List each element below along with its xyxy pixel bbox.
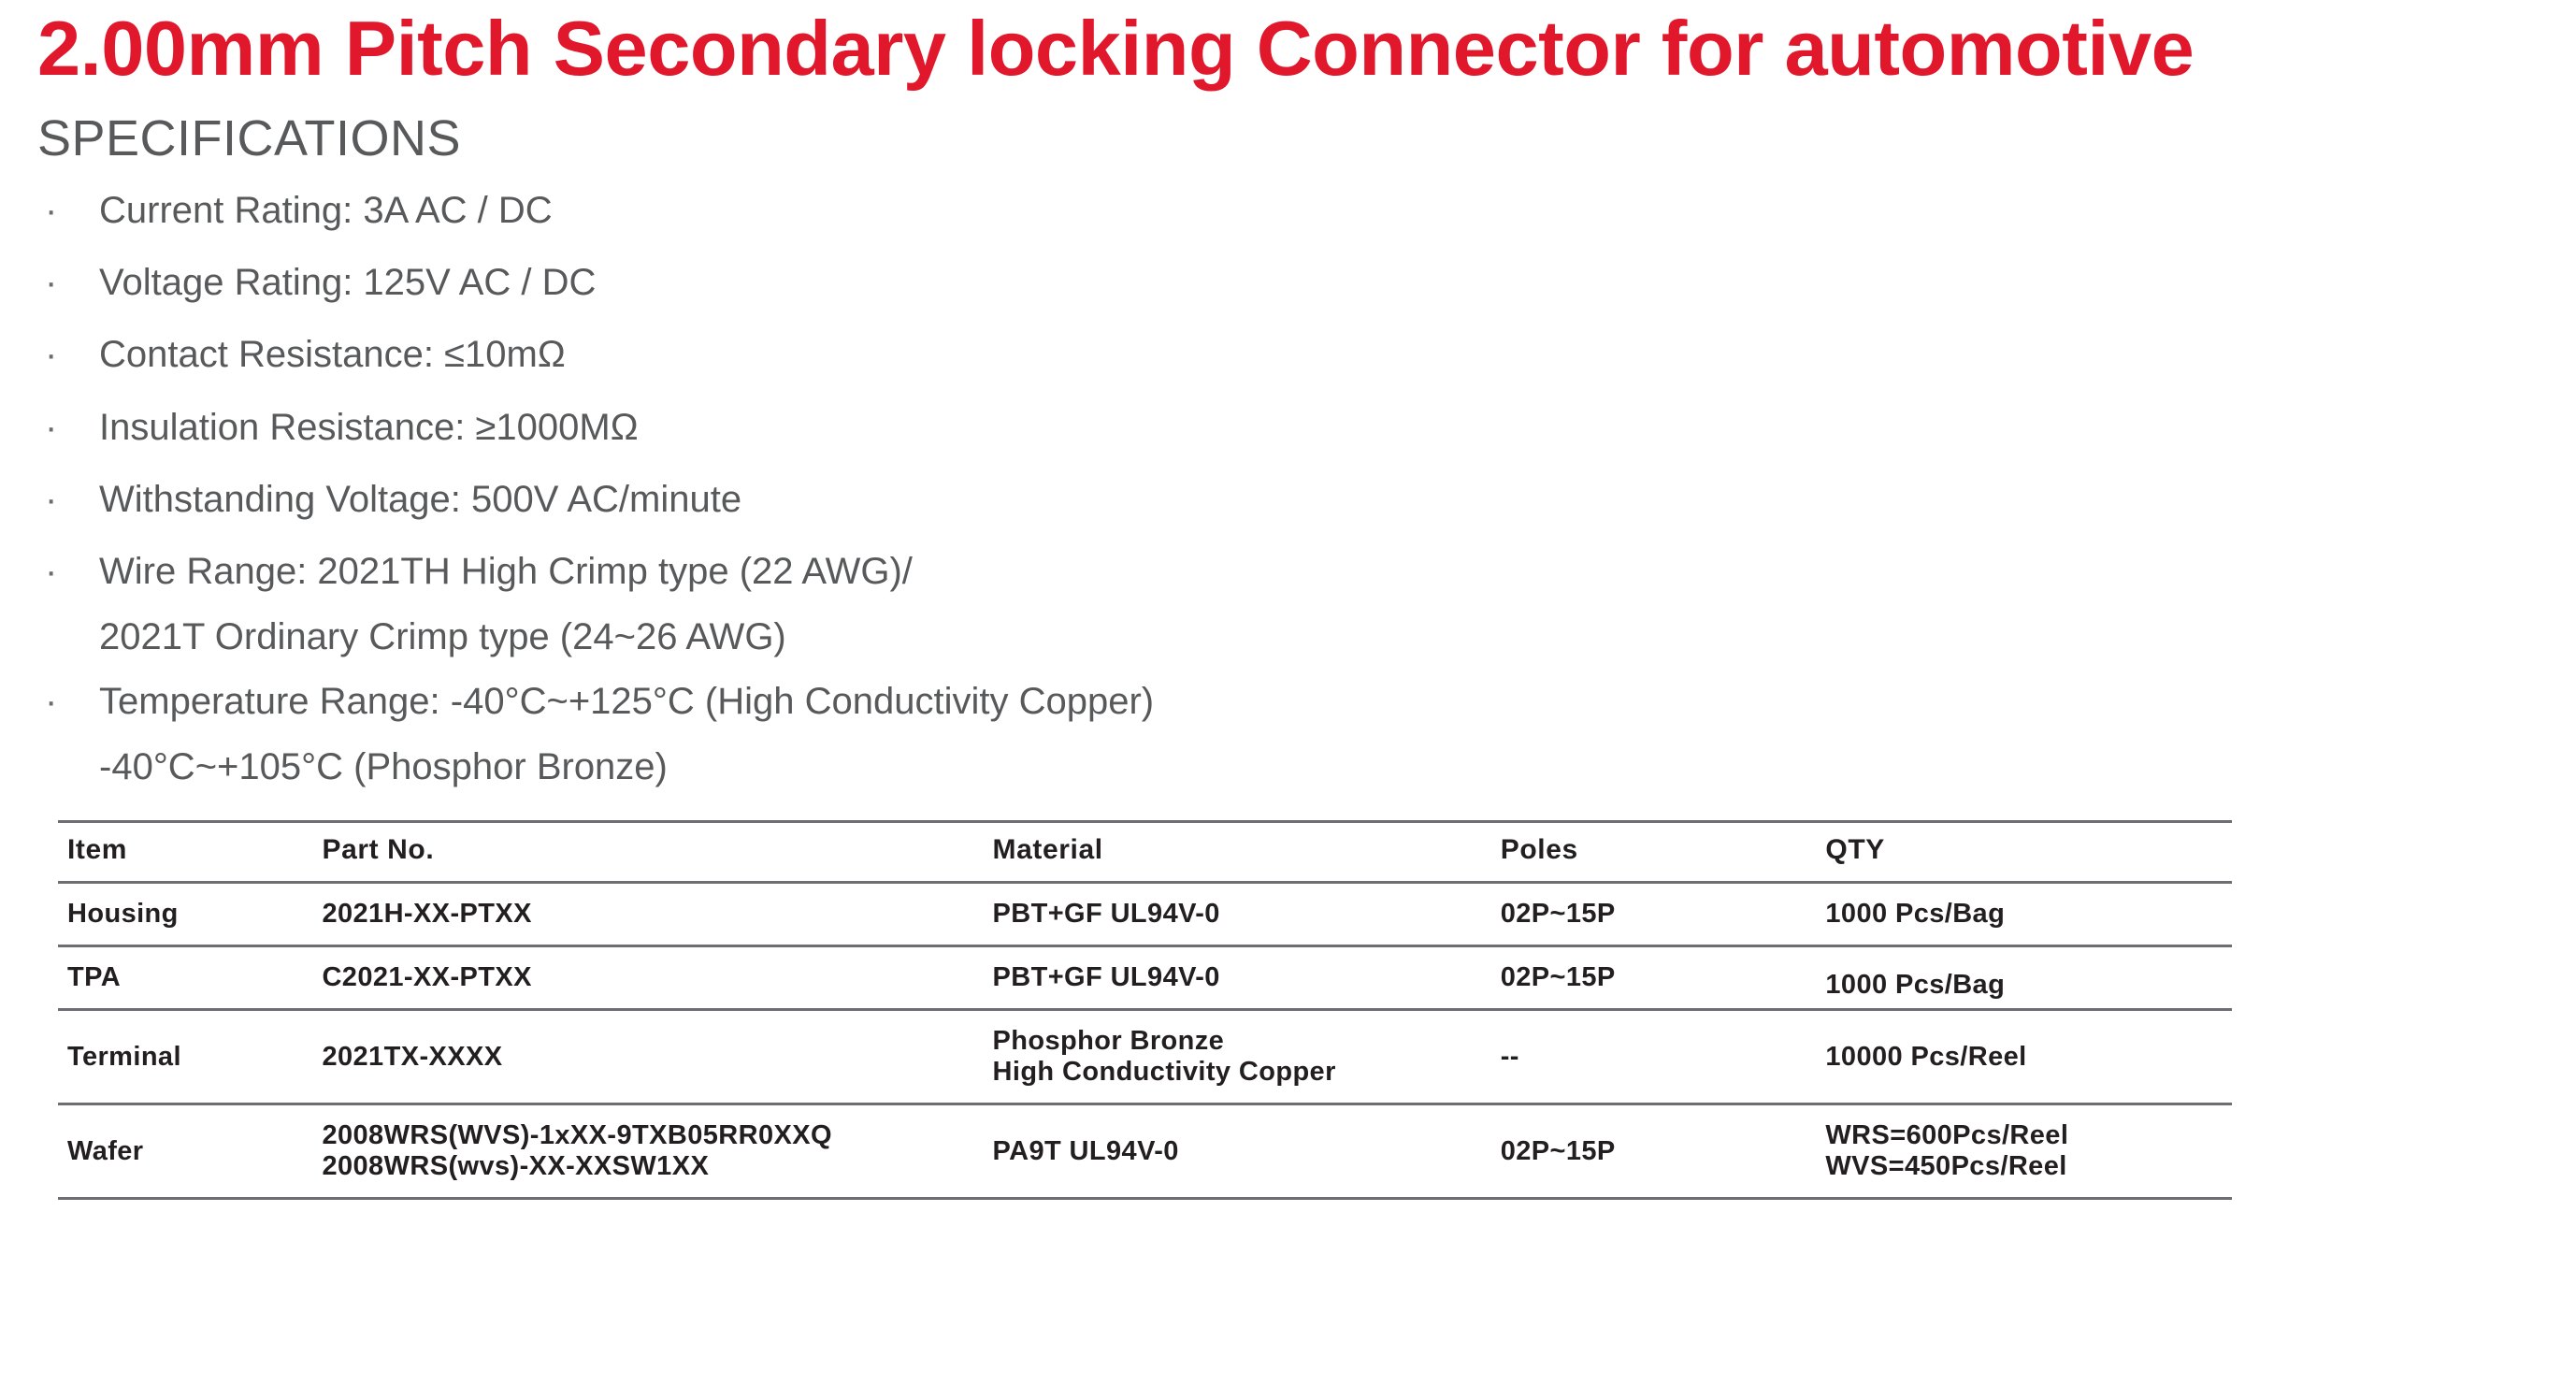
cell-qty-line1: 1000 Pcs/Bag [1825,899,2006,930]
cell-qty-line2: WVS=450Pcs/Reel [1825,1151,2067,1182]
cell-part-no-line1: C2021-XX-PTXX [322,962,532,993]
datasheet-page [0,5,2576,1385]
cell-material [993,1010,1501,1104]
table-header-row [58,822,2232,883]
bullet-icon: · [45,190,58,231]
spec-item-wire-range [37,536,2539,608]
cell-poles: -- [1500,1041,1519,1072]
bullet-icon: · [45,334,58,376]
column-header-material: Material [992,834,1103,866]
spec-item-temperature-range [37,666,2539,738]
cell-material-line1: Phosphor Bronze [992,1026,1225,1057]
spec-text: Withstanding Voltage: 500V AC/minute [99,478,742,520]
cell-material-line1: PBT+GF UL94V-0 [992,899,1220,930]
cell-item: Wafer [67,1135,144,1166]
cell-item: Terminal [67,1041,181,1072]
cell-part-no-line1: 2021TX-XXXX [322,1041,503,1072]
bullet-icon: · [45,478,58,520]
specifications-list [37,175,2539,796]
table-row [58,1010,2232,1104]
spec-item-contact-resistance [37,319,2539,391]
cell-qty [1825,1010,2232,1104]
spec-item-voltage-rating [37,247,2539,319]
spec-text: Voltage Rating: 125V AC / DC [99,262,597,304]
cell-qty [1825,1104,2232,1199]
cell-item: TPA [67,962,122,993]
specifications-heading: SPECIFICATIONS [37,110,462,166]
cell-part-no-line1: 2021H-XX-PTXX [322,899,532,930]
column-header-qty: QTY [1825,834,1885,866]
spec-text: Insulation Resistance: ≥1000MΩ [99,406,639,448]
table-row [58,1104,2232,1199]
table-header [58,822,2232,883]
cell-material [993,946,1501,1010]
cell-part-no [322,883,992,946]
cell-part-no [322,1010,992,1104]
table-row [58,883,2232,946]
table-row [58,946,2232,1010]
spec-text: Contact Resistance: ≤10mΩ [99,334,566,376]
spec-item-temperature-range-line2: -40°C~+105°C (Phosphor Bronze) [99,746,668,788]
cell-part-no-line2: 2008WRS(wvs)-XX-XXSW1XX [322,1151,710,1182]
cell-material-line1: PBT+GF UL94V-0 [992,962,1220,993]
parts-table [58,820,2232,1200]
cell-part-no [322,1104,992,1199]
spec-item-wire-range-line2: 2021T Ordinary Crimp type (24~26 AWG) [99,616,786,658]
cell-part-no-line1: 2008WRS(WVS)-1xXX-9TXB05RR0XXQ [322,1120,832,1151]
cell-qty-line1: WRS=600Pcs/Reel [1825,1120,2069,1151]
bullet-icon: · [45,406,58,448]
cell-qty-line1: 10000 Pcs/Reel [1825,1041,2027,1072]
cell-material [993,883,1501,946]
spec-text: Temperature Range: -40°C~+125°C (High Conductivity Copper) [99,681,1155,723]
bullet-icon: · [45,262,58,304]
cell-part-no [322,946,992,1010]
cell-material [993,1104,1501,1199]
spec-item-current-rating [37,175,2539,247]
cell-material-line1: PA9T UL94V-0 [992,1135,1179,1166]
cell-poles: 02P~15P [1500,1135,1616,1166]
column-header-part-no: Part No. [322,834,435,866]
column-header-poles: Poles [1500,834,1578,866]
bullet-icon: · [45,681,58,723]
cell-qty-line1: 1000 Pcs/Bag [1825,970,2006,1001]
cell-material-line2: High Conductivity Copper [992,1057,1336,1088]
page-title: 2.00mm Pitch Secondary locking Connector for automotive [37,5,2195,92]
cell-poles: 02P~15P [1500,899,1616,930]
cell-qty [1825,883,2232,946]
cell-qty [1825,946,2232,1010]
cell-item: Housing [67,899,179,930]
spec-text: Current Rating: 3A AC / DC [99,190,553,231]
cell-poles: 02P~15P [1500,962,1616,993]
spec-text: Wire Range: 2021TH High Crimp type (22 AWG)/ [99,550,913,592]
column-header-item: Item [67,834,128,866]
table-body [58,883,2232,1199]
spec-item-withstanding-voltage [37,464,2539,536]
bullet-icon: · [45,550,58,592]
spec-item-insulation-resistance [37,392,2539,464]
